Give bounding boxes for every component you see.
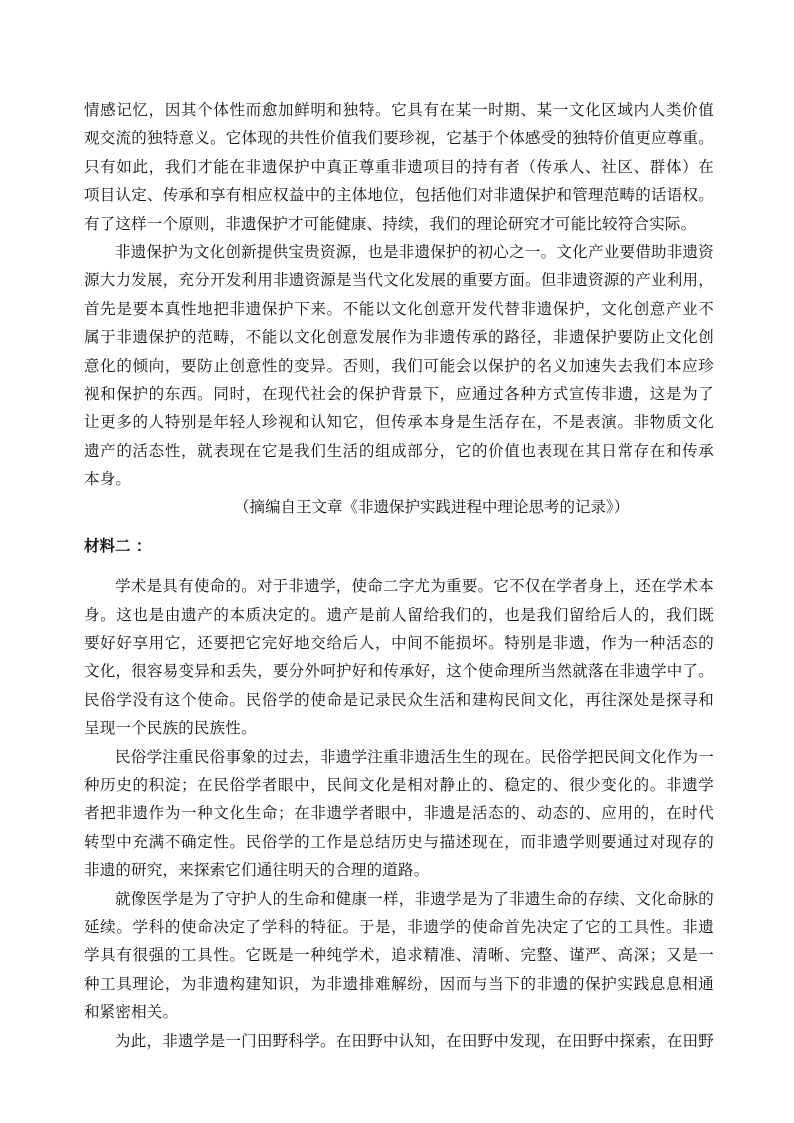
text-line: 学术是具有使命的。对于非遗学，使命二字尤为重要。它不仅在学者身上，还在学术本 <box>115 577 714 596</box>
text-line: 学具有很强的工具性。它既是一种纯学术，追求精准、清晰、完整、谨严、高深；又是一 <box>84 946 714 965</box>
text-line: 为此，非遗学是一门田野科学。在田野中认知，在田野中发现，在田野中探索，在田野 <box>115 1031 714 1050</box>
text-line: 意化的倾向，要防止创意性的变异。否则，我们可能会以保护的名义加速失去我们本应珍 <box>84 356 714 375</box>
text-line: 让更多的人特别是年轻人珍视和认知它，但传承本身是生活存在，不是表演。非物质文化 <box>84 413 714 432</box>
text-line: 属于非遗保护的范畴，不能以文化创意发展作为非遗传承的路径，非遗保护要防止文化创 <box>84 328 714 347</box>
material-one-paragraph-1 <box>84 96 714 238</box>
source-citation: （摘编自王文章《非遗保护实践进程中理论思考的记录》） <box>234 498 630 517</box>
text-line: 遗产的活态性，就表现在它是我们生活的组成部分，它的价值也表现在其日常存在和传承 <box>84 441 714 460</box>
text-line: 种历史的积淀；在民俗学者眼中，民间文化是相对静止的、稳定的、很少变化的。非遗学 <box>84 775 714 794</box>
text-line: 要好好享用它，还要把它完好地交给后人，中间不能损坏。特别是非遗，作为一种活态的 <box>84 634 714 653</box>
text-line: 呈现一个民族的民族性。 <box>84 719 257 738</box>
text-line: 非遗保护为文化创新提供宝贵资源，也是非遗保护的初心之一。文化产业要借助非遗资 <box>115 242 714 261</box>
text-line: 身。这也是由遗产的本质决定的。遗产是前人留给我们的，也是我们留给后人的，我们既 <box>84 605 714 624</box>
text-line: 和紧密相关。 <box>84 1003 179 1022</box>
text-line: 就像医学是为了守护人的生命和健康一样，非遗学是为了非遗生命的存续、文化命脉的 <box>115 889 714 908</box>
text-line: 有了这样一个原则，非遗保护才可能健康、持续，我们的理论研究才可能比较符合实际。 <box>84 214 697 233</box>
material-two-heading: 材料二 ： <box>84 536 152 555</box>
text-line: 源大力发展，充分开发利用非遗资源是当代文化发展的重要方面。但非遗资源的产业利用， <box>84 271 714 290</box>
text-line: 首先是要本真性地把非遗保护下来。不能以文化创意开发代替非遗保护，文化创意产业不 <box>84 299 714 318</box>
text-line: 项目认定、传承和享有相应权益中的主体地位，包括他们对非遗保护和管理范畴的话语权。 <box>84 186 714 205</box>
text-line: 种工具理论，为非遗构建知识，为非遗排难解纷，因而与当下的非遗的保护实践息息相通 <box>84 974 714 993</box>
text-line: 延续。学科的使命决定了学科的特征。于是，非遗学的使命首先决定了它的工具性。非遗 <box>84 917 714 936</box>
text-line: 非遗的研究，来探索它们通往明天的合理的道路。 <box>84 861 430 880</box>
document-page <box>84 96 714 1055</box>
material-two-paragraph-3 <box>84 885 714 1027</box>
text-line: 民俗学注重民俗事象的过去，非遗学注重非遗活生生的现在。民俗学把民间文化作为一 <box>115 747 714 766</box>
material-two-paragraph-4 <box>84 1027 714 1055</box>
text-line: 者把非遗作为一种文化生命；在非遗学者眼中，非遗是活态的、动态的、应用的，在时代 <box>84 804 714 823</box>
text-line: 民俗学没有这个使命。民俗学的使命是记录民众生活和建构民间文化，再往深处是探寻和 <box>84 690 714 709</box>
material-two-paragraph-2 <box>84 743 714 885</box>
text-line: 观交流的独特意义。它体现的共性价值我们要珍视，它基于个体感受的独特价值更应尊重。 <box>84 129 714 148</box>
text-line: 只有如此，我们才能在非遗保护中真正尊重非遗项目的持有者（传承人、社区、群体）在 <box>84 157 714 176</box>
material-one-paragraph-2 <box>84 238 714 494</box>
text-line: 文化，很容易变异和丢失，要分外呵护好和传承好，这个使命理所当然就落在非遗学中了。 <box>84 662 714 681</box>
text-line: 本身。 <box>84 470 132 489</box>
text-line: 转型中充满不确定性。民俗学的工作是总结历史与描述现在，而非遗学则要通过对现存的 <box>84 832 714 851</box>
text-line: 情感记忆，因其个体性而愈加鲜明和独特。它具有在某一时期、某一文化区域内人类价值 <box>84 101 714 119</box>
material-two-paragraph-1 <box>84 572 714 742</box>
text-line: 视和保护的东西。同时，在现代社会的保护背景下，应通过各种方式宣传非遗，这是为了 <box>84 384 714 403</box>
